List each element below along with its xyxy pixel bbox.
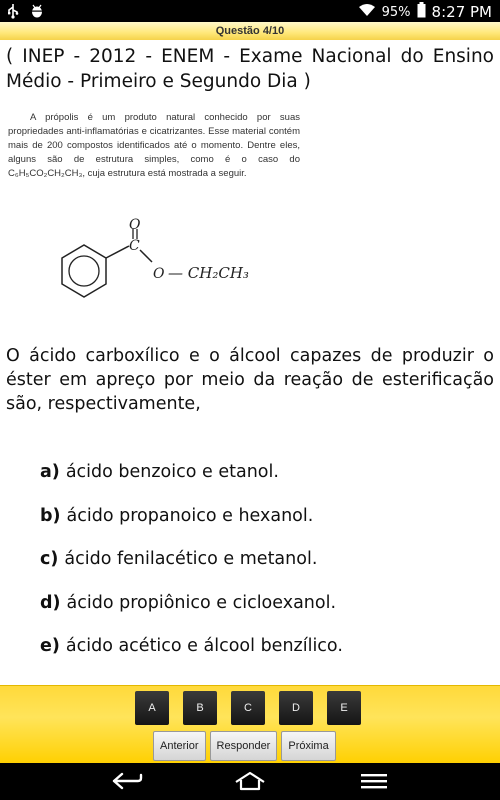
- battery-icon: [417, 2, 426, 22]
- home-icon[interactable]: [233, 770, 267, 796]
- option-text: ácido propanoico e hexanol.: [66, 505, 314, 526]
- clock: 8:27 PM: [431, 3, 492, 21]
- option-letter: c): [40, 549, 59, 570]
- option-text: ácido benzoico e etanol.: [65, 462, 279, 482]
- status-bar: [0, 0, 500, 22]
- answer-buttons: [135, 691, 361, 725]
- navigation-buttons: [153, 731, 336, 761]
- question-counter: Questão 4/10: [0, 22, 500, 40]
- carbonyl-oxygen-label: O: [129, 217, 141, 233]
- option-text: ácido fenilacético e metanol.: [64, 549, 318, 570]
- carbon-to-oxygen-bond: [140, 250, 152, 262]
- wifi-icon: [358, 3, 376, 21]
- option-letter: d): [40, 592, 61, 613]
- option-letter: b): [40, 505, 61, 526]
- ester-structure-diagram: [40, 216, 270, 326]
- answer-c-button[interactable]: C: [231, 691, 265, 725]
- previous-button[interactable]: Anterior: [153, 731, 206, 761]
- answer-b-button[interactable]: B: [183, 691, 217, 725]
- option-text: ácido propiônico e cicloexanol.: [66, 592, 337, 613]
- answer-a-button[interactable]: A: [135, 691, 169, 725]
- menu-icon[interactable]: [360, 770, 388, 796]
- ester-oxygen-label: O: [153, 266, 165, 282]
- option-a[interactable]: [40, 458, 490, 502]
- submit-answer-button[interactable]: Responder: [210, 731, 278, 761]
- battery-percent: 95%: [381, 4, 411, 20]
- benzene-inner-circle: [69, 256, 99, 286]
- question-stem: O ácido carboxílico e o álcool capazes de produzir o éster em apreço por meio da reação de esterificação são, respectivamente,: [6, 346, 494, 414]
- usb-icon: [6, 3, 20, 23]
- ethyl-group-label: — CH₂CH₃: [168, 264, 249, 282]
- question-source: ( INEP - 2012 - ENEM - Exame Nacional do Ensino Médio - Primeiro e Segundo Dia ): [6, 46, 494, 92]
- options-list: [40, 458, 490, 676]
- answer-e-button[interactable]: E: [327, 691, 361, 725]
- option-letter: e): [40, 636, 60, 657]
- android-debug-icon: [30, 3, 44, 23]
- back-icon[interactable]: [110, 770, 144, 796]
- carbon-label: C: [129, 238, 140, 254]
- excerpt-formula: C₆H₅CO₂CH₂CH₃: [8, 168, 83, 179]
- option-c[interactable]: [40, 545, 490, 589]
- option-d[interactable]: [40, 589, 490, 633]
- option-text: ácido acético e álcool benzílico.: [65, 636, 343, 657]
- system-navigation-bar: [0, 763, 500, 800]
- excerpt-text-before: A própolis é um produto natural conhecido por suas propriedades anti-inflamatórias e cicatrizantes. Esse material contém mais de 200 compostos identificados até o momento. Dentre eles, alguns são de estrutura simples, como é o caso do: [8, 112, 300, 165]
- excerpt-text-after: , cuja estrutura está mostrada a seguir.: [82, 168, 247, 179]
- option-e[interactable]: [40, 632, 490, 676]
- ring-to-carbon-bond: [106, 246, 129, 258]
- question-excerpt: [8, 111, 300, 181]
- option-b[interactable]: [40, 502, 490, 546]
- answer-d-button[interactable]: D: [279, 691, 313, 725]
- next-button[interactable]: Próxima: [281, 731, 335, 761]
- option-letter: a): [40, 462, 60, 482]
- answer-bar: [0, 685, 500, 764]
